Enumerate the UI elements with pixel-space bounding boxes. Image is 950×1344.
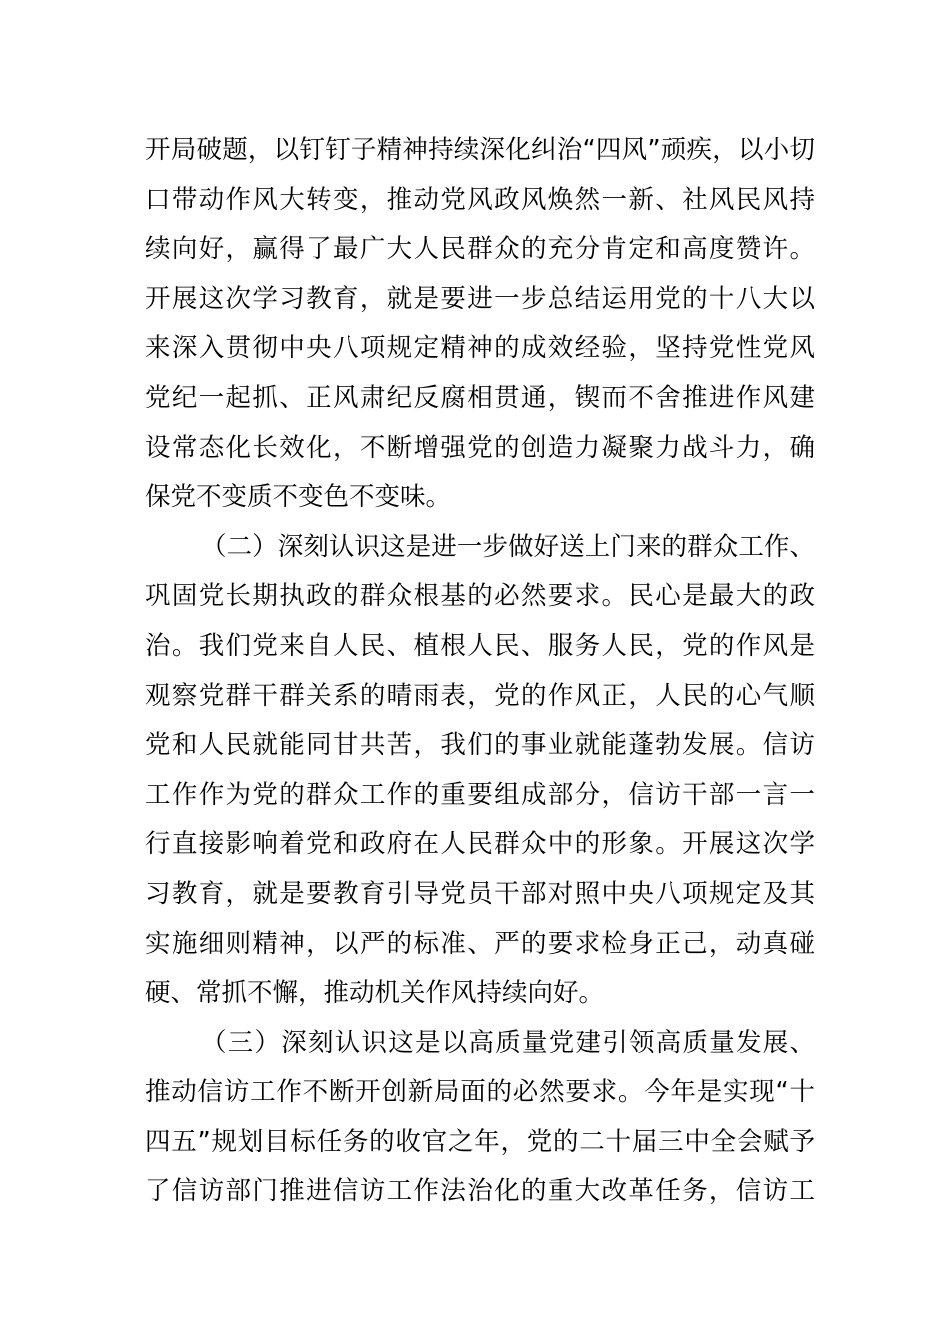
text-line: 开展这次学习教育，就是要进一步总结运用党的十八大以 xyxy=(145,283,815,314)
text-line: 开局破题，以钉钉子精神持续深化纠治“四风”顽疾，以小切 xyxy=(145,135,815,165)
text-line: 四五”规划目标任务的收官之年，党的二十届三中全会赋予 xyxy=(145,1126,815,1157)
text-line: 党纪一起抓、正风肃纪反腐相贯通，锲而不舍推进作风建 xyxy=(145,382,815,413)
text-line: 了信访部门推进信访工作法治化的重大改革任务，信访工 xyxy=(145,1176,815,1207)
text-line: 党和人民就能同甘共苦，我们的事业就能蓬勃发展。信访 xyxy=(145,730,815,761)
text-line: 续向好，赢得了最广大人民群众的充分肯定和高度赞许。 xyxy=(145,234,815,265)
text-line: 来深入贯彻中央八项规定精神的成效经验，坚持党性党风 xyxy=(145,333,815,364)
text-line: 口带动作风大转变，推动党风政风焕然一新、社风民风持 xyxy=(145,184,815,215)
text-line: 保党不变质不变色不变味。 xyxy=(145,482,452,513)
text-line: 推动信访工作不断开创新局面的必然要求。今年是实现“十 xyxy=(145,1077,815,1108)
body-text xyxy=(145,126,815,1217)
text-line: 硬、常抓不懈，推动机关作风持续向好。 xyxy=(145,978,605,1009)
section-heading-2: （二）深刻认识这是进一步做好送上门来的群众工作、 xyxy=(201,531,815,562)
text-line: 观察党群干群关系的晴雨表，党的作风正，人民的心气顺 xyxy=(145,680,815,711)
section-heading-3: （三）深刻认识这是以高质量党建引领高质量发展、 xyxy=(201,1027,815,1058)
text-line: 习教育，就是要教育引导党员干部对照中央八项规定及其 xyxy=(145,878,815,909)
text-line: 巩固党长期执政的群众根基的必然要求。民心是最大的政 xyxy=(145,581,815,612)
text-line: 治。我们党来自人民、植根人民、服务人民，党的作风是 xyxy=(145,630,815,661)
text-line: 工作作为党的群众工作的重要组成部分，信访干部一言一 xyxy=(145,779,815,810)
text-line: 实施细则精神，以严的标准、严的要求检身正己，动真碰 xyxy=(145,928,815,959)
text-line: 行直接影响着党和政府在人民群众中的形象。开展这次学 xyxy=(145,829,815,860)
text-line: 设常态化长效化，不断增强党的创造力凝聚力战斗力，确 xyxy=(145,432,815,463)
